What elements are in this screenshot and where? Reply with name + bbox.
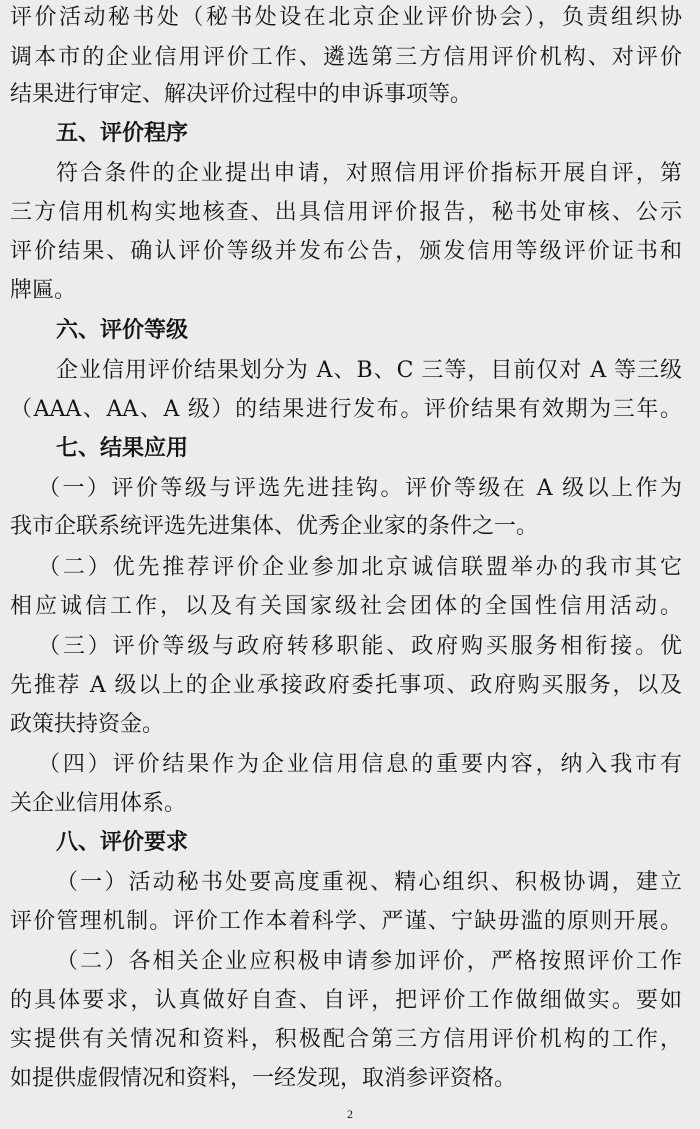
body-text-line: 企业信用评价结果划分为 A、B、C 三等，目前仅对 A 等三级 xyxy=(56,358,682,383)
body-text-line: （二）各相关企业应积极申请参加评价，严格按照评价工作 xyxy=(56,949,682,974)
body-text-line: （四）评价结果作为企业信用信息的重要内容，纳入我市有 xyxy=(38,752,682,777)
body-text-line: （一）活动秘书处要高度重视、精心组织、积极协调，建立 xyxy=(56,870,682,895)
body-text-line: （二）优先推荐评价企业参加北京诚信联盟举办的我市其它 xyxy=(38,555,682,580)
body-text-line: 评价活动秘书处（秘书处设在北京企业评价协会），负责组织协 xyxy=(10,5,682,30)
section-heading-requirements: 八、评价要求 xyxy=(56,830,189,855)
body-text-line: 结果进行审定、解决评价过程中的申诉事项等。 xyxy=(10,82,473,107)
body-text-line: 评价结果、确认评价等级并发布公告，颁发信用等级评价证书和 xyxy=(10,239,682,264)
section-heading-application: 七、结果应用 xyxy=(56,436,189,461)
body-text-line: 关企业信用体系。 xyxy=(10,791,187,816)
body-text-line: 三方信用机构实地核查、出具信用评价报告，秘书处审核、公示 xyxy=(10,200,682,225)
body-text-line: 的具体要求，认真做好自查、自评，把评价工作做细做实。要如 xyxy=(10,988,682,1013)
body-text-line: 调本市的企业信用评价工作、遴选第三方信用评价机构、对评价 xyxy=(10,45,682,70)
body-text-line: 实提供有关情况和资料，积极配合第三方信用评价机构的工作， xyxy=(10,1027,682,1052)
body-text-line: 牌匾。 xyxy=(10,278,77,303)
body-text-line: 政策扶持资金。 xyxy=(10,712,165,737)
body-text-line: （三）评价等级与政府转移职能、政府购买服务相衔接。优 xyxy=(38,634,682,659)
body-text-line: （AAA、AA、A 级）的结果进行发布。评价结果有效期为三年。 xyxy=(10,397,682,422)
body-text-line: 如提供虚假情况和资料，一经发现，取消参评资格。 xyxy=(10,1066,517,1091)
section-heading-procedure: 五、评价程序 xyxy=(56,121,189,146)
body-text-line: （一）评价等级与评选先进挂钩。评价等级在 A 级以上作为 xyxy=(38,476,682,501)
body-text-line: 评价管理机制。评价工作本着科学、严谨、宁缺毋滥的原则开展。 xyxy=(10,909,682,934)
body-text-line: 符合条件的企业提出申请，对照信用评价指标开展自评，第 xyxy=(56,161,682,186)
section-heading-grade: 六、评价等级 xyxy=(56,318,189,343)
body-text-line: 相应诚信工作，以及有关国家级社会团体的全国性信用活动。 xyxy=(10,594,682,619)
body-text-line: 我市企联系统评选先进集体、优秀企业家的条件之一。 xyxy=(10,514,539,539)
body-text-line: 先推荐 A 级以上的企业承接政府委托事项、政府购买服务，以及 xyxy=(10,673,682,698)
page-number: 2 xyxy=(347,1107,353,1121)
